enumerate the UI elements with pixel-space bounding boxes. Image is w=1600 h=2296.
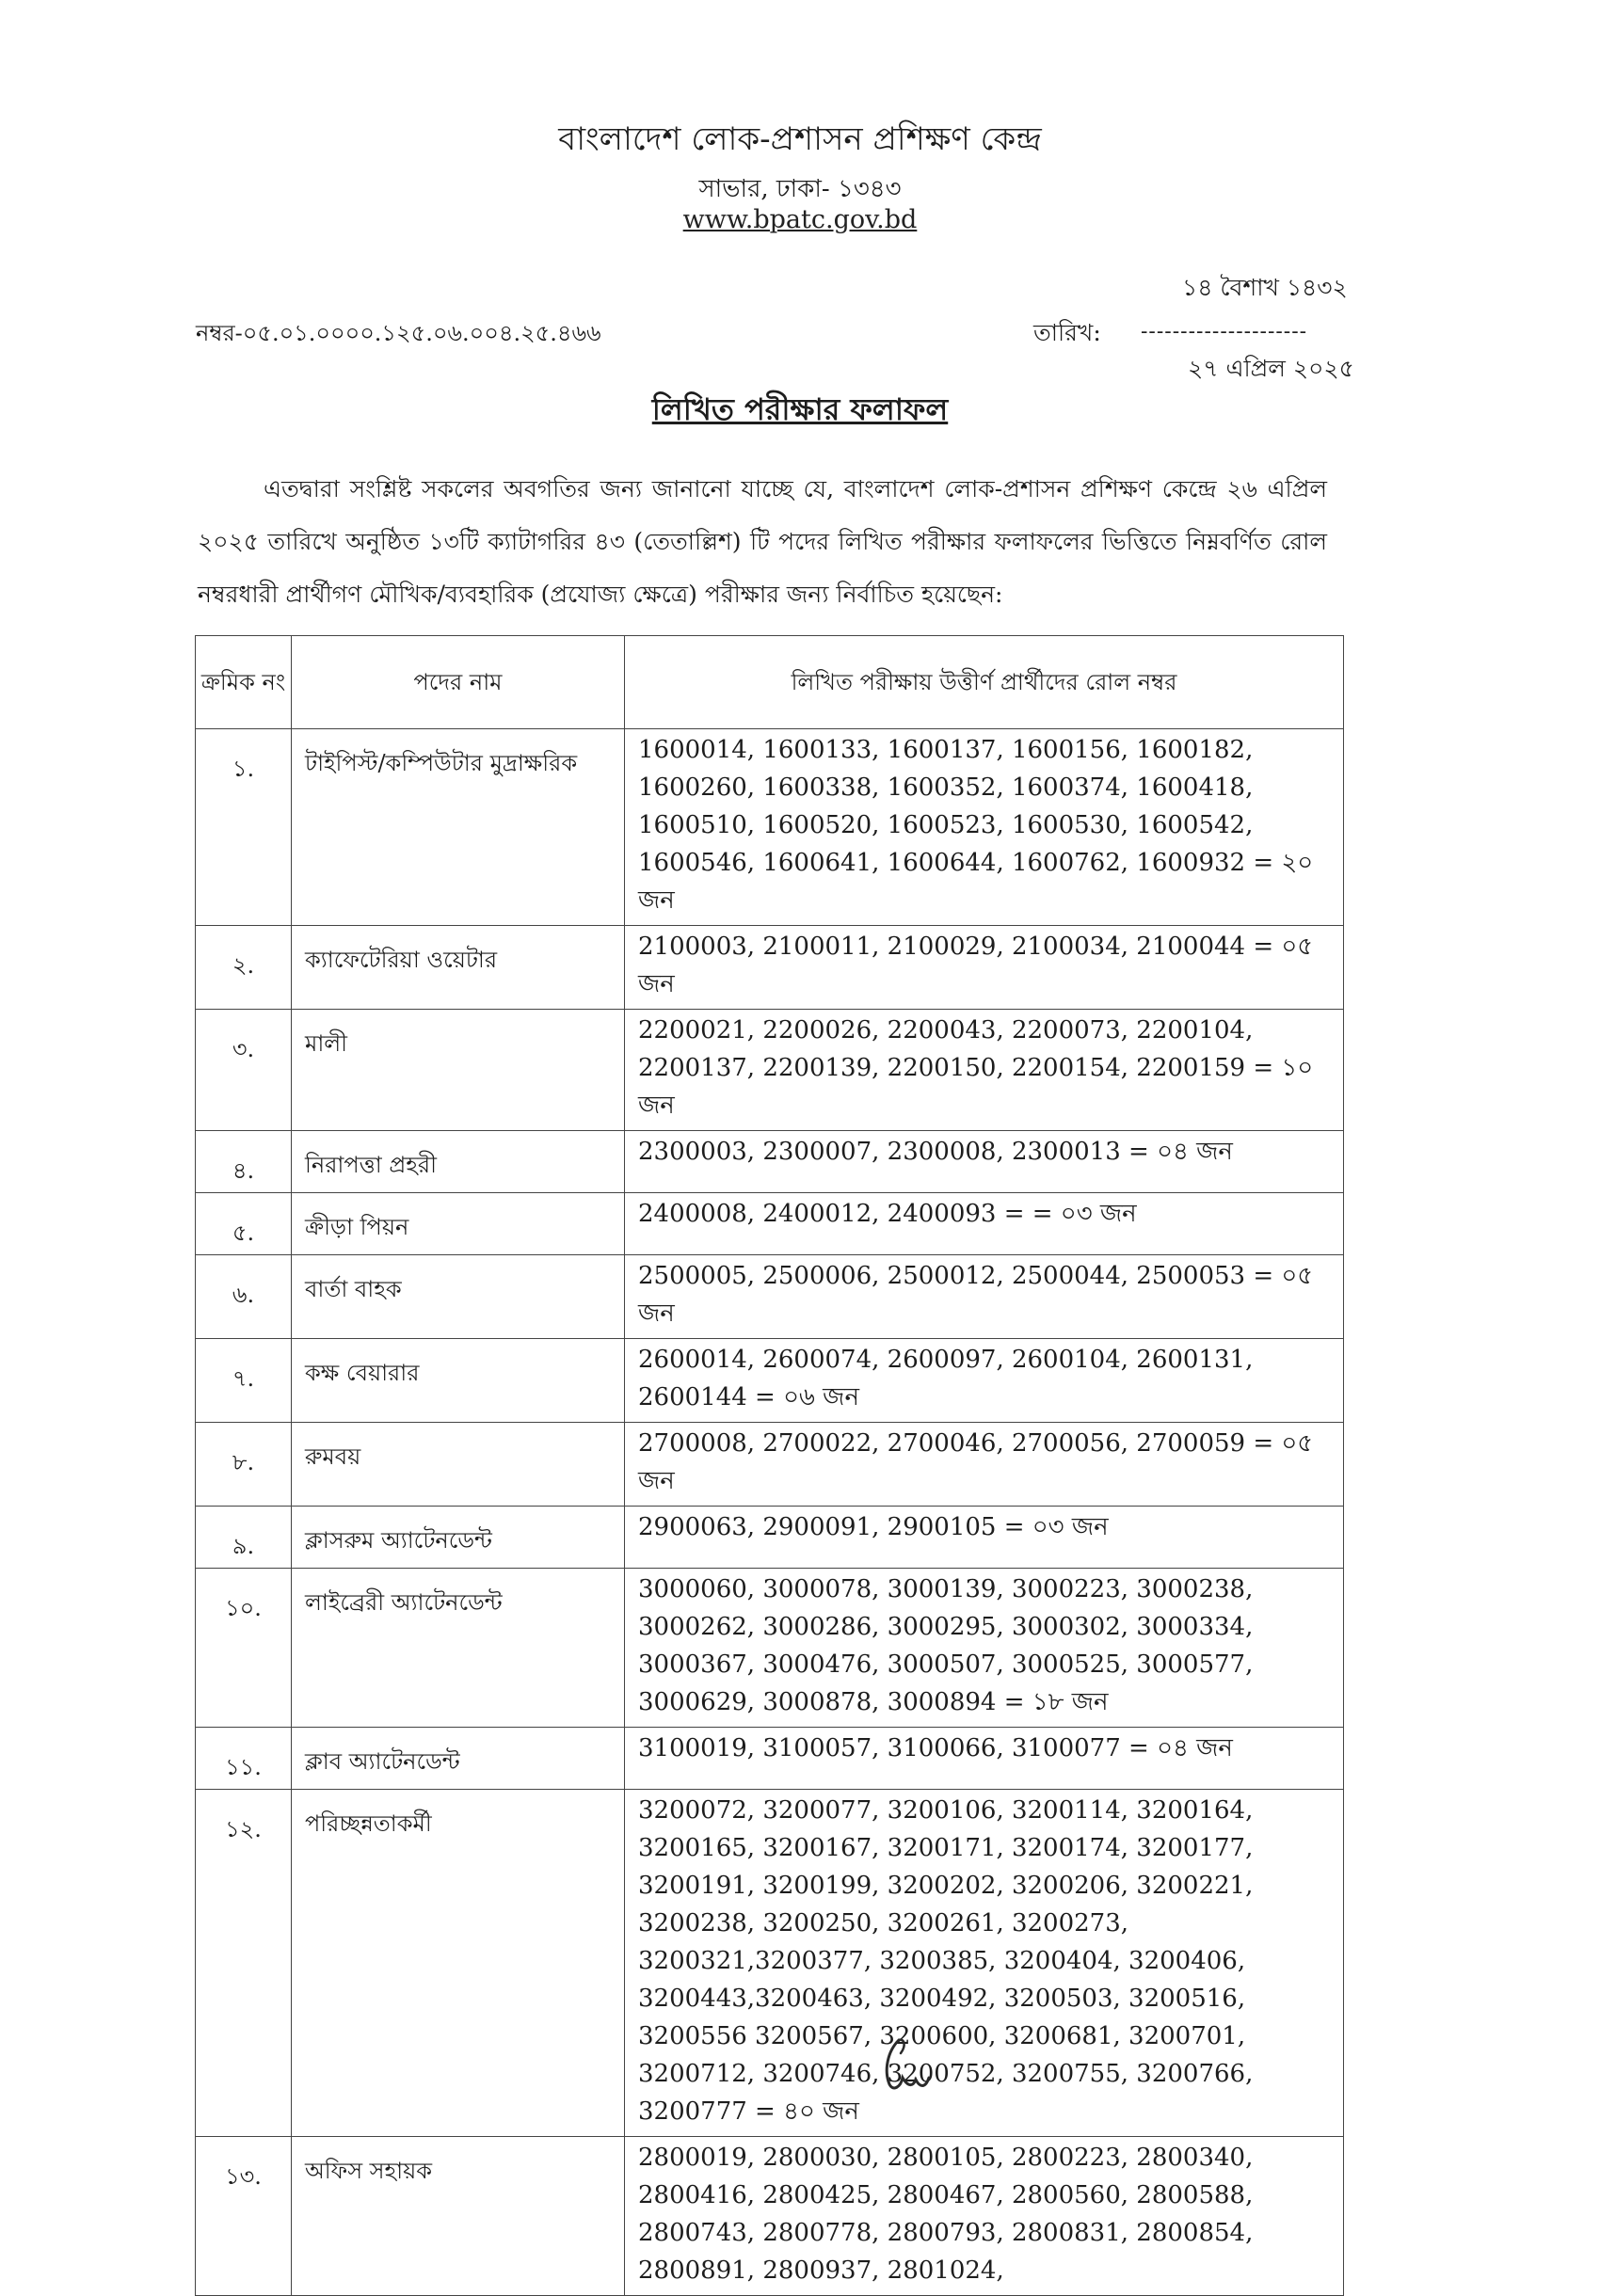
table-row xyxy=(196,1010,1344,1131)
row-serial: ৪. xyxy=(196,1131,292,1193)
table-row xyxy=(196,1728,1344,1790)
document-title: লিখিত পরীক্ষার ফলাফল xyxy=(651,391,949,427)
row-post: ক্যাফেটেরিয়া ওয়েটার xyxy=(292,926,625,1010)
row-rolls: 2400008, 2400012, 2400093 = = ০৩ জন xyxy=(625,1193,1344,1255)
row-serial: ৮. xyxy=(196,1423,292,1507)
table-row xyxy=(196,729,1344,926)
row-serial: ২. xyxy=(196,926,292,1010)
date-english: ২৭ এপ্রিল ২০২৫ xyxy=(1188,355,1354,382)
intro-paragraph: এতদ্বারা সংশ্লিষ্ট সকলের অবগতির জন্য জানানো যাচ্ছে যে, বাংলাদেশ লোক-প্রশাসন প্রশিক্ষণ কেন্দ্রে ২৬ এপ্রিল ২০২৫ তারিখে অনুষ্ঠিত ১৩টি ক্যাটাগরির ৪৩ (তেতাল্লিশ) টি পদের লিখিত পরীক্ষার ফলাফলের ভিত্তিতে নিম্নবর্ণিত রোল নম্বরধারী প্রার্থীগণ মৌখিক/ব্যবহারিক (প্রযোজ্য ক্ষেত্রে) পরীক্ষার জন্য নির্বাচিত হয়েছেন: xyxy=(198,475,1327,608)
row-rolls: 1600014, 1600133, 1600137, 1600156, 1600182, 1600260, 1600338, 1600352, 1600374, 1600418, 1600510, 1600520, 1600523, 1600530, 1600542, 1600546, 1600641, 1600644, 1600762, 1600932 = ২০ জন xyxy=(625,729,1344,926)
table-row xyxy=(196,1193,1344,1255)
results-table xyxy=(195,635,1344,2296)
table-row xyxy=(196,1507,1344,1569)
row-post: পরিচ্ছন্নতাকর্মী xyxy=(292,1790,625,2137)
row-serial: ১২. xyxy=(196,1790,292,2137)
table-row xyxy=(196,1339,1344,1423)
row-rolls: 2900063, 2900091, 2900105 = ০৩ জন xyxy=(625,1507,1344,1569)
row-post: ক্লাসরুম অ্যাটেনডেন্ট xyxy=(292,1507,625,1569)
table-row xyxy=(196,1569,1344,1728)
website-link[interactable]: www.bpatc.gov.bd xyxy=(682,205,918,234)
row-serial: ৬. xyxy=(196,1255,292,1339)
row-rolls: 2300003, 2300007, 2300008, 2300013 = ০৪ জন xyxy=(625,1131,1344,1193)
row-post: অফিস সহায়ক xyxy=(292,2137,625,2296)
row-post: ক্লাব অ্যাটেনডেন্ট xyxy=(292,1728,625,1790)
row-post: রুমবয় xyxy=(292,1423,625,1507)
row-rolls: 2200021, 2200026, 2200043, 2200073, 2200104, 2200137, 2200139, 2200150, 2200154, 2200159 = ১০ জন xyxy=(625,1010,1344,1131)
table-row xyxy=(196,1790,1344,2137)
row-rolls: 2700008, 2700022, 2700046, 2700056, 2700059 = ০৫ জন xyxy=(625,1423,1344,1507)
memo-number: নম্বর-০৫.০১.০০০০.১২৫.০৬.০০৪.২৫.৪৬৬ xyxy=(196,320,601,346)
row-post: নিরাপত্তা প্রহরী xyxy=(292,1131,625,1193)
table-row xyxy=(196,2137,1344,2296)
signature xyxy=(871,2033,946,2098)
table-row xyxy=(196,1255,1344,1339)
header-rolls: লিখিত পরীক্ষায় উত্তীর্ণ প্রার্থীদের রোল নম্বর xyxy=(625,636,1344,729)
row-serial: ১৩. xyxy=(196,2137,292,2296)
row-serial: ৭. xyxy=(196,1339,292,1423)
row-rolls: 2500005, 2500006, 2500012, 2500044, 2500053 = ০৫ জন xyxy=(625,1255,1344,1339)
date-label: তারিখ: xyxy=(1033,319,1101,346)
row-rolls: 2800019, 2800030, 2800105, 2800223, 2800340, 2800416, 2800425, 2800467, 2800560, 2800588, 2800743, 2800778, 2800793, 2800831, 2800854, 2800891, 2800937, 2801024, xyxy=(625,2137,1344,2296)
date-separator: --------------------- xyxy=(1141,320,1308,343)
table-row xyxy=(196,926,1344,1010)
row-serial: ৯. xyxy=(196,1507,292,1569)
row-serial: ৩. xyxy=(196,1010,292,1131)
row-rolls: 3100019, 3100057, 3100066, 3100077 = ০৪ জন xyxy=(625,1728,1344,1790)
row-post: ক্রীড়া পিয়ন xyxy=(292,1193,625,1255)
date-bangla: ১৪ বৈশাখ ১৪৩২ xyxy=(1182,274,1348,301)
row-post: টাইপিস্ট/কম্পিউটার মুদ্রাক্ষরিক xyxy=(292,729,625,926)
table-header-row xyxy=(196,636,1344,729)
header-post: পদের নাম xyxy=(292,636,625,729)
row-post: কক্ষ বেয়ারার xyxy=(292,1339,625,1423)
row-post: বার্তা বাহক xyxy=(292,1255,625,1339)
row-serial: ১০. xyxy=(196,1569,292,1728)
table-row xyxy=(196,1423,1344,1507)
row-post: লাইব্রেরী অ্যাটেনডেন্ট xyxy=(292,1569,625,1728)
row-serial: ১. xyxy=(196,729,292,926)
header-serial: ক্রমিক নং xyxy=(196,636,292,729)
organization-address: সাভার, ঢাকা- ১৩৪৩ xyxy=(698,175,902,203)
table-row xyxy=(196,1131,1344,1193)
organization-name: বাংলাদেশ লোক-প্রশাসন প্রশিক্ষণ কেন্দ্র xyxy=(558,120,1042,158)
row-serial: ৫. xyxy=(196,1193,292,1255)
row-rolls: 2600014, 2600074, 2600097, 2600104, 2600131, 2600144 = ০৬ জন xyxy=(625,1339,1344,1423)
row-post: মালী xyxy=(292,1010,625,1131)
row-serial: ১১. xyxy=(196,1728,292,1790)
row-rolls: 2100003, 2100011, 2100029, 2100034, 2100044 = ০৫ জন xyxy=(625,926,1344,1010)
row-rolls: 3000060, 3000078, 3000139, 3000223, 3000238, 3000262, 3000286, 3000295, 3000302, 3000334, 3000367, 3000476, 3000507, 3000525, 3000577, 3000629, 3000878, 3000894 = ১৮ জন xyxy=(625,1569,1344,1728)
row-rolls: 3200072, 3200077, 3200106, 3200114, 3200164, 3200165, 3200167, 3200171, 3200174, 3200177, 3200191, 3200199, 3200202, 3200206, 3200221, 3200238, 3200250, 3200261, 3200273, 3200321,3200377, 3200385, 3200404, 3200406, 3200443,3200463, 3200492, 3200503, 3200516, 3200556 3200567, 3200600, 3200681, 3200701, 3200712, 3200746, 3200752, 3200755, 3200766, 3200777 = ৪০ জন xyxy=(625,1790,1344,2137)
